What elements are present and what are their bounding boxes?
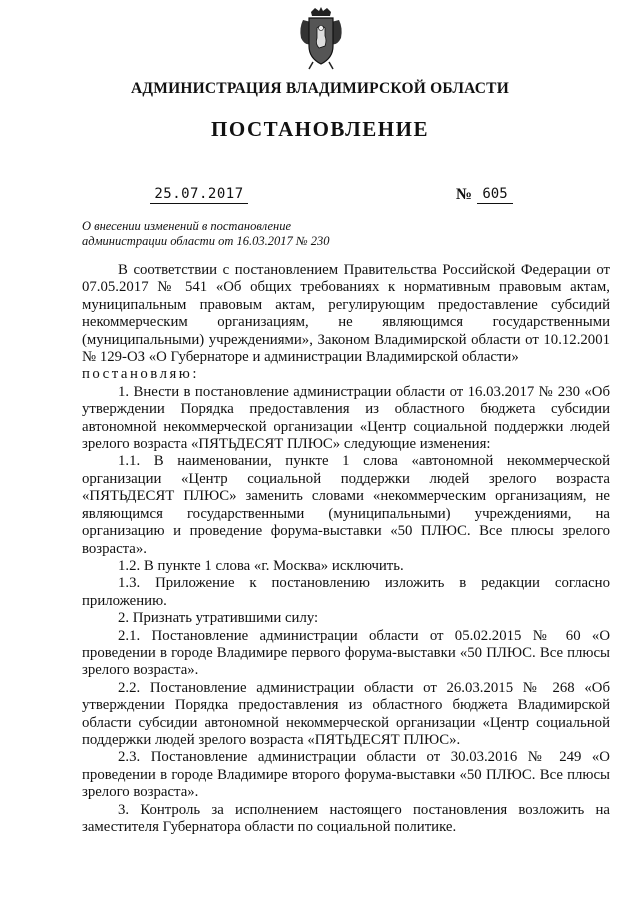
coat-of-arms-icon (297, 6, 345, 70)
preamble-paragraph: В соответствии с постановлением Правительства Российской Федерации от 07.05.2017 № 541 «Об общих требованиях к нормативным правовым актам, муниципальным правовым актам, регулирующим предоставление субсидий некоммерческим организациям, не являющимся государственными (муниципальными) учреждениями», Законом Владимирской области от 10.12.2001 № 129-ОЗ «О Губернаторе и администрации Владимирской области» (82, 262, 610, 366)
clause-1: 1. Внести в постановление администрации области от 16.03.2017 № 230 «Об утверждении Порядка предоставления из областного бюджета субсидии автономной некоммерческой организации «Центр социальной поддержки людей зрелого возраста «ПЯТЬДЕСЯТ ПЛЮС» следующие изменения: (82, 383, 610, 453)
subject-line: администрации области от 16.03.2017 № 230 (82, 234, 330, 248)
clause-2: 2. Признать утратившими силу: (118, 610, 319, 627)
number-label: № (456, 186, 473, 203)
document-body (82, 262, 610, 836)
document-type: ПОСТАНОВЛЕНИЕ (211, 117, 429, 141)
clause-2-1: 2.1. Постановление администрации области от 05.02.2015 № 60 «О проведении в городе Владимире первого форума-выставки «50 ПЛЮС. Все плюсы зрелого возраста». (82, 627, 610, 679)
clause-2-3: 2.3. Постановление администрации области от 30.03.2016 № 249 «О проведении в городе Владимире второго форума-выставки «50 ПЛЮС. Все плюсы зрелого возраста». (82, 749, 610, 801)
clause-3: 3. Контроль за исполнением настоящего постановления возложить на заместителя Губернатора области по социальной политике. (82, 801, 610, 835)
subject-line: О внесении изменений в постановление (82, 219, 292, 233)
clause-1-2: 1.2. В пункте 1 слова «г. Москва» исключить. (118, 557, 404, 574)
organization-title: АДМИНИСТРАЦИЯ ВЛАДИМИРСКОЙ ОБЛАСТИ (131, 80, 509, 97)
document-date: 25.07.2017 (150, 185, 248, 204)
document-number: 605 (477, 185, 513, 204)
clause-2-2: 2.2. Постановление администрации области от 26.03.2015 № 268 «Об утверждении Порядка предоставления из областного бюджета Владимирской области субсидии автономной некоммерческой организации «Центр социальной поддержки людей зрелого возраста «ПЯТЬДЕСЯТ ПЛЮС». (82, 679, 610, 748)
clause-1-1: 1.1. В наименовании, пункте 1 слова «автономной некоммерческой организации «Центр социальной поддержки людей зрелого возраста «ПЯТЬДЕСЯТ ПЛЮС» заменить словами «некоммерческим организациям, не являющимся государственными (муниципальными) учреждениями, на организацию и проведение форума-выставки «50 ПЛЮС. Все плюсы зрелого возраста». (82, 453, 610, 557)
clause-1-3: 1.3. Приложение к постановлению изложить в редакции согласно приложению. (82, 575, 610, 609)
document-subject (82, 219, 382, 249)
resolve-line: постановляю: (82, 366, 199, 383)
